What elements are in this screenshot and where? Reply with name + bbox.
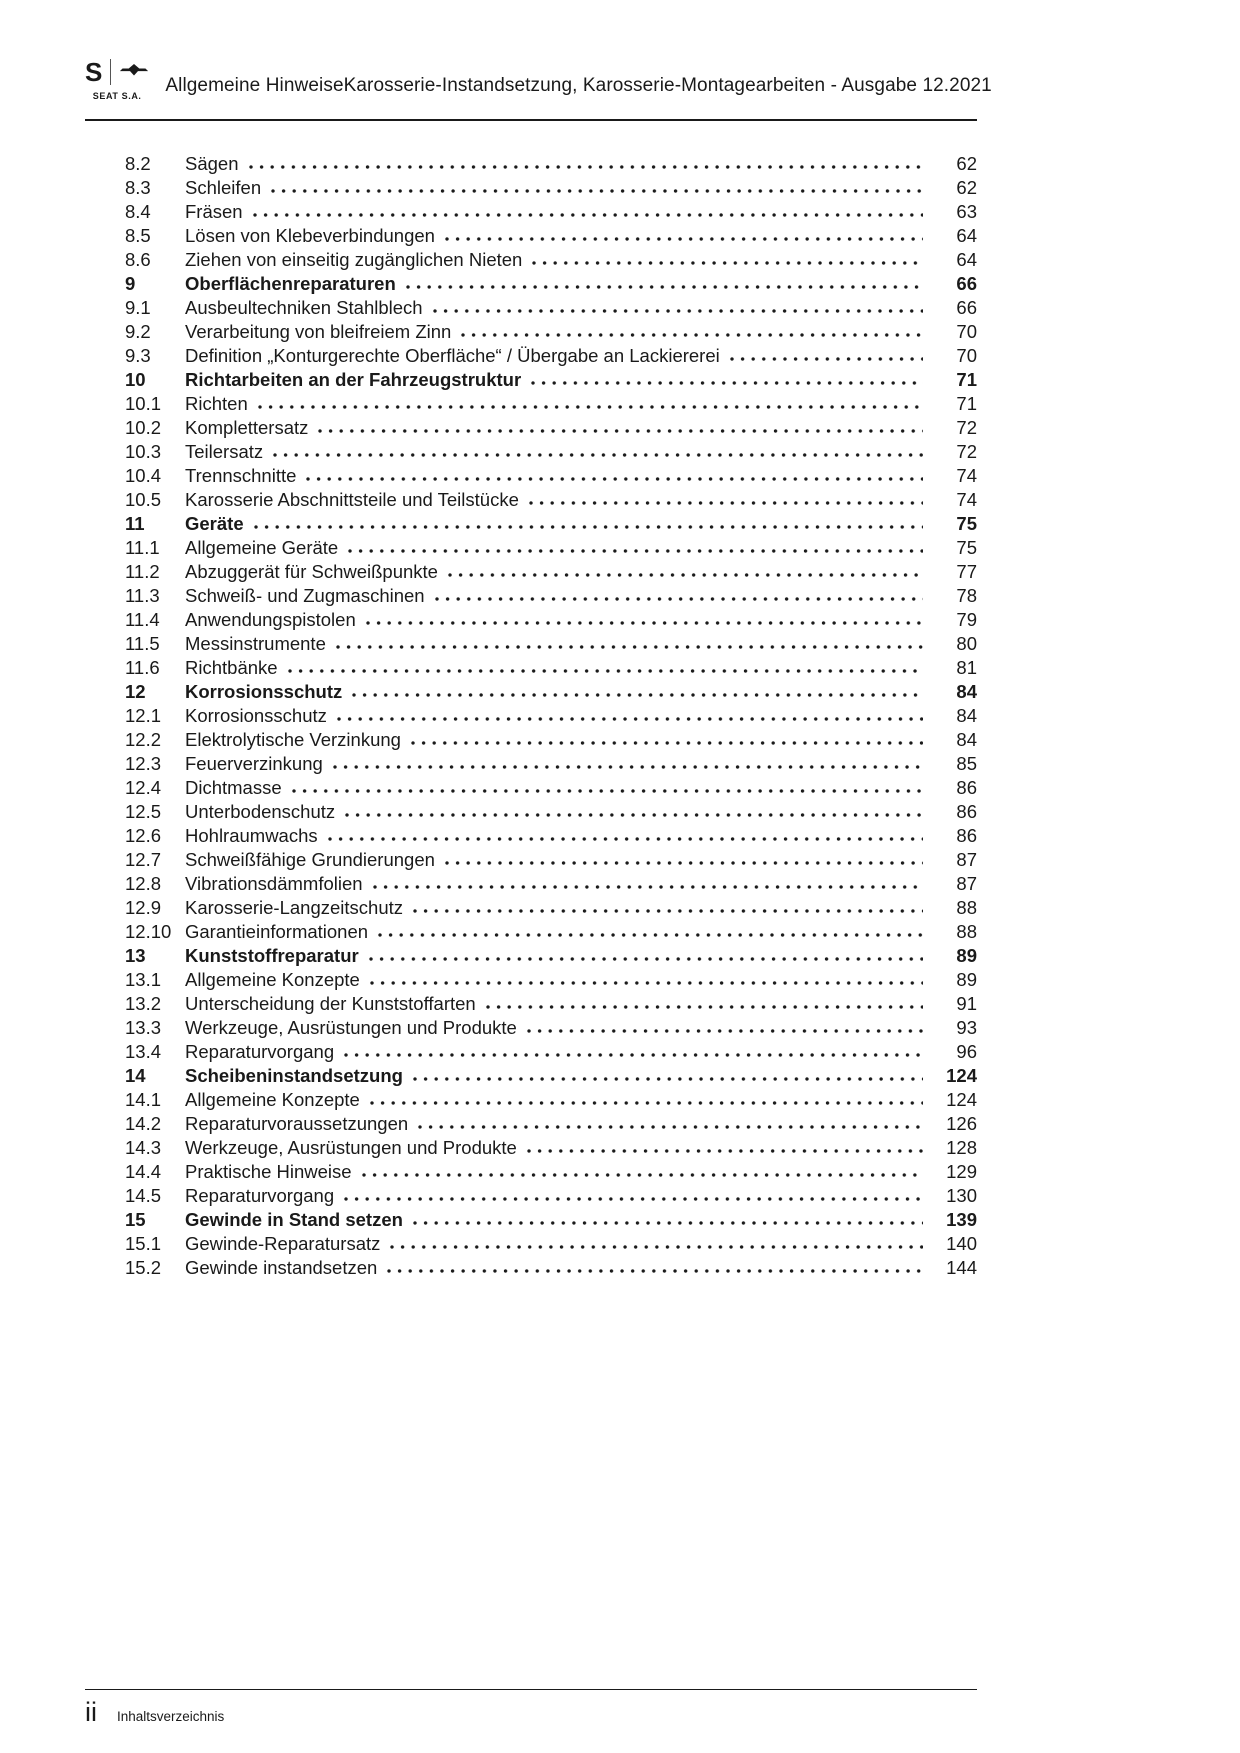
toc-entry-title: Werkzeuge, Ausrüstungen und Produkte	[185, 1137, 517, 1158]
toc-entry	[125, 536, 977, 560]
toc-entry-page: 75	[956, 537, 977, 558]
toc-entry	[125, 944, 977, 968]
toc-entry	[125, 1112, 977, 1136]
toc-entry-title: Komplettersatz	[185, 417, 309, 438]
toc-entry	[125, 1184, 977, 1208]
toc-entry-number: 13	[125, 945, 146, 966]
toc-entry-page: 88	[956, 921, 977, 942]
toc-entry-page: 70	[956, 321, 977, 342]
brand-block	[85, 56, 149, 101]
toc-entry-page: 140	[946, 1233, 977, 1254]
toc-leader-dots	[527, 492, 925, 506]
toc-entry-title: Vibrationsdämmfolien	[185, 873, 363, 894]
toc-entry-number: 11.4	[125, 609, 160, 630]
toc-leader-dots	[411, 1212, 925, 1226]
toc-entry-title: Werkzeuge, Ausrüstungen und Produkte	[185, 1017, 517, 1038]
toc-entry-number: 10.1	[125, 393, 162, 414]
toc-leader-dots	[376, 924, 925, 938]
toc-entry-title: Unterbodenschutz	[185, 801, 336, 822]
toc-entry-page: 71	[956, 369, 977, 390]
toc-entry-page: 62	[956, 153, 977, 174]
toc-entry-number: 9.3	[125, 345, 151, 366]
toc-leader-dots	[443, 852, 925, 866]
toc-entry-title: Lösen von Klebeverbindungen	[185, 225, 435, 246]
toc-entry-page: 88	[956, 897, 977, 918]
toc-leader-dots	[364, 612, 925, 626]
toc-entry-number: 14.3	[125, 1137, 162, 1158]
toc-leader-dots	[368, 972, 925, 986]
toc-entry	[125, 728, 977, 752]
toc-entry	[125, 968, 977, 992]
toc-entry-number: 12.9	[125, 897, 162, 918]
toc-entry-number: 14.5	[125, 1185, 162, 1206]
toc-leader-dots	[342, 1044, 925, 1058]
seat-logo-icon: S	[85, 57, 103, 87]
toc-entry	[125, 224, 977, 248]
toc-entry-number: 11.6	[125, 657, 160, 678]
toc-leader-dots	[360, 1164, 925, 1178]
toc-leader-dots	[247, 156, 926, 170]
toc-entry	[125, 848, 977, 872]
toc-leader-dots	[304, 468, 925, 482]
toc-leader-dots	[411, 1068, 925, 1082]
footer-page-number: ii	[85, 1697, 97, 1727]
toc-entry-title: Allgemeine Konzepte	[185, 1089, 360, 1110]
toc-entry	[125, 488, 977, 512]
toc-entry-page: 144	[946, 1257, 977, 1278]
toc-entry	[125, 1064, 977, 1088]
toc-entry-page: 78	[956, 585, 977, 606]
toc-entry	[125, 1136, 977, 1160]
toc-entry-title: Schleifen	[185, 177, 262, 198]
toc-entry-number: 8.5	[125, 225, 151, 246]
toc-entry-page: 87	[956, 873, 977, 894]
toc-entry	[125, 1232, 977, 1256]
toc-entry	[125, 896, 977, 920]
toc-entry	[125, 176, 977, 200]
toc-entry-title: Hohlraumwachs	[185, 825, 318, 846]
toc-entry-number: 15.1	[125, 1233, 162, 1254]
toc-leader-dots	[529, 372, 925, 386]
toc-leader-dots	[484, 996, 925, 1010]
toc-entry-number: 13.4	[125, 1041, 162, 1062]
toc-leader-dots	[342, 1188, 925, 1202]
toc-entry-number: 14.4	[125, 1161, 162, 1182]
toc-entry-title: Richtarbeiten an der Fahrzeugstruktur	[185, 369, 522, 390]
toc-leader-dots	[326, 828, 925, 842]
toc-entry	[125, 704, 977, 728]
toc-entry-number: 12.5	[125, 801, 162, 822]
toc-entry-title: Reparaturvorgang	[185, 1041, 335, 1062]
toc-entry-number: 13.2	[125, 993, 162, 1014]
toc-entry	[125, 296, 977, 320]
toc-entry	[125, 1016, 977, 1040]
toc-entry	[125, 248, 977, 272]
toc-leader-dots	[404, 276, 925, 290]
toc-entry	[125, 1256, 977, 1280]
toc-entry	[125, 464, 977, 488]
toc-entry-number: 9.1	[125, 297, 151, 318]
toc-leader-dots	[290, 780, 925, 794]
toc-entry	[125, 680, 977, 704]
toc-entry-number: 8.6	[125, 249, 151, 270]
toc-entry-number: 10.2	[125, 417, 162, 438]
toc-entry-title: Trennschnitte	[185, 465, 297, 486]
toc-entry-page: 96	[956, 1041, 977, 1062]
toc-entry-number: 12.10	[125, 921, 172, 942]
toc-entry-title: Oberflächenreparaturen	[185, 273, 396, 294]
toc-entry-page: 70	[956, 345, 977, 366]
toc-entry-number: 12.3	[125, 753, 162, 774]
toc-entry-number: 13.1	[125, 969, 162, 990]
toc-entry	[125, 1160, 977, 1184]
toc-leader-dots	[411, 900, 925, 914]
toc-entry-number: 13.3	[125, 1017, 162, 1038]
toc-leader-dots	[371, 876, 925, 890]
page-footer	[85, 1698, 224, 1728]
brand-name: SEAT S.A.	[92, 91, 142, 101]
toc-entry-number: 10.5	[125, 489, 162, 510]
toc-entry-number: 8.3	[125, 177, 151, 198]
toc-entry-title: Anwendungspistolen	[185, 609, 356, 630]
toc-entry	[125, 344, 977, 368]
toc-entry-title: Scheibeninstandsetzung	[185, 1065, 403, 1086]
toc-leader-dots	[530, 252, 925, 266]
toc-entry-page: 81	[956, 657, 977, 678]
toc-entry-title: Ziehen von einseitig zugänglichen Nieten	[185, 249, 523, 270]
toc-entry-page: 72	[956, 417, 977, 438]
toc-entry-number: 15.2	[125, 1257, 162, 1278]
toc-entry-page: 74	[956, 489, 977, 510]
toc-entry-number: 11.2	[125, 561, 160, 582]
toc-entry-page: 84	[956, 681, 977, 702]
toc-entry-page: 79	[956, 609, 977, 630]
footer-rule	[85, 1689, 977, 1690]
toc-entry-number: 11.3	[125, 585, 160, 606]
toc-entry-title: Ausbeultechniken Stahlblech	[185, 297, 423, 318]
toc-entry-page: 89	[956, 945, 977, 966]
toc-entry-number: 12.4	[125, 777, 162, 798]
toc-entry-page: 86	[956, 825, 977, 846]
toc-entry-page: 139	[946, 1209, 977, 1230]
header-rule	[85, 119, 977, 121]
toc-entry-page: 126	[946, 1113, 977, 1134]
toc-leader-dots	[331, 756, 925, 770]
toc-entry	[125, 872, 977, 896]
toc-entry-page: 86	[956, 777, 977, 798]
toc-entry-title: Feuerverzinkung	[185, 753, 323, 774]
toc-entry-page: 84	[956, 729, 977, 750]
toc-entry-number: 12.8	[125, 873, 162, 894]
toc-entry-page: 66	[956, 297, 977, 318]
toc-leader-dots	[269, 180, 925, 194]
toc-entry-title: Unterscheidung der Kunststoffarten	[185, 993, 476, 1014]
toc-entry-page: 84	[956, 705, 977, 726]
toc-entry-page: 91	[956, 993, 977, 1014]
toc-entry-page: 64	[956, 225, 977, 246]
toc-entry-title: Schweiß- und Zugmaschinen	[185, 585, 425, 606]
toc-entry	[125, 416, 977, 440]
toc-entry-page: 85	[956, 753, 977, 774]
toc-entry	[125, 512, 977, 536]
toc-entry-title: Sägen	[185, 153, 239, 174]
toc-entry-title: Messinstrumente	[185, 633, 326, 654]
toc-entry-title: Gewinde-Reparatursatz	[185, 1233, 381, 1254]
toc-entry-page: 87	[956, 849, 977, 870]
toc-entry	[125, 992, 977, 1016]
toc-entry-page: 62	[956, 177, 977, 198]
toc-entry-page: 72	[956, 441, 977, 462]
toc-entry-number: 12.1	[125, 705, 162, 726]
toc-entry-title: Schweißfähige Grundierungen	[185, 849, 435, 870]
cupra-logo-icon	[119, 62, 149, 82]
toc-entry	[125, 608, 977, 632]
toc-leader-dots	[368, 1092, 925, 1106]
toc-entry-page: 86	[956, 801, 977, 822]
toc-leader-dots	[459, 324, 925, 338]
toc-entry-number: 8.2	[125, 153, 151, 174]
toc-entry	[125, 752, 977, 776]
toc-entry-title: Teilersatz	[185, 441, 264, 462]
toc-entry-page: 129	[946, 1161, 977, 1182]
toc-entry-number: 14.1	[125, 1089, 162, 1110]
toc-entry-page: 124	[946, 1065, 977, 1086]
toc-leader-dots	[443, 228, 925, 242]
toc-entry	[125, 440, 977, 464]
toc-entry-page: 64	[956, 249, 977, 270]
toc-entry-number: 10	[125, 369, 146, 390]
toc-entry-title: Praktische Hinweise	[185, 1161, 352, 1182]
toc-entry	[125, 560, 977, 584]
toc-entry	[125, 656, 977, 680]
toc-entry-title: Karosserie Abschnittsteile und Teilstücke	[185, 489, 519, 510]
toc-entry	[125, 272, 977, 296]
toc-entry-number: 15	[125, 1209, 146, 1230]
toc-leader-dots	[251, 204, 925, 218]
toc-entry-number: 14.2	[125, 1113, 162, 1134]
toc-leader-dots	[346, 540, 925, 554]
toc-entry	[125, 632, 977, 656]
toc-entry-page: 63	[956, 201, 977, 222]
toc-entry-number: 8.4	[125, 201, 151, 222]
toc-leader-dots	[525, 1020, 925, 1034]
toc-leader-dots	[409, 732, 925, 746]
toc-entry-number: 12.2	[125, 729, 162, 750]
toc-entry-number: 9	[125, 273, 136, 294]
page-header	[85, 56, 992, 101]
toc-entry-title: Abzuggerät für Schweißpunkte	[185, 561, 438, 582]
toc-leader-dots	[446, 564, 925, 578]
toc-entry-title: Allgemeine Konzepte	[185, 969, 360, 990]
toc-entry-number: 11	[125, 513, 145, 534]
toc-entry-number: 12.7	[125, 849, 162, 870]
toc-leader-dots	[271, 444, 925, 458]
toc-entry-page: 75	[956, 513, 977, 534]
toc-entry-number: 10.4	[125, 465, 162, 486]
toc-leader-dots	[367, 948, 925, 962]
toc-entry-title: Reparaturvorgang	[185, 1185, 335, 1206]
toc-entry-page: 80	[956, 633, 977, 654]
toc-entry-number: 9.2	[125, 321, 151, 342]
toc-leader-dots	[343, 804, 925, 818]
toc-entry	[125, 776, 977, 800]
toc-entry	[125, 800, 977, 824]
toc-entry-page: 77	[956, 561, 977, 582]
toc-entry	[125, 824, 977, 848]
brand-logos	[85, 56, 149, 88]
toc-entry-number: 12.6	[125, 825, 162, 846]
toc-entry	[125, 584, 977, 608]
toc-entry-page: 128	[946, 1137, 977, 1158]
toc-entry	[125, 1088, 977, 1112]
toc-entry-title: Gewinde instandsetzen	[185, 1257, 378, 1278]
toc-entry	[125, 1040, 977, 1064]
toc-leader-dots	[728, 348, 925, 362]
toc-leader-dots	[388, 1236, 925, 1250]
toc-entry-page: 71	[956, 393, 977, 414]
footer-label: Inhaltsverzeichnis	[117, 1709, 225, 1724]
toc-entry	[125, 152, 977, 176]
toc-entry-number: 14	[125, 1065, 146, 1086]
toc-leader-dots	[385, 1260, 925, 1274]
toc-entry	[125, 1208, 977, 1232]
toc-entry-title: Reparaturvoraussetzungen	[185, 1113, 409, 1134]
toc-entry	[125, 392, 977, 416]
toc-entry-title: Elektrolytische Verzinkung	[185, 729, 401, 750]
toc-entry-page: 74	[956, 465, 977, 486]
toc-entry-page: 89	[956, 969, 977, 990]
logo-divider	[110, 59, 111, 85]
toc-entry-page: 66	[956, 273, 977, 294]
header-title: Allgemeine HinweiseKarosserie-Instandsetzung, Karosserie-Montagearbeiten - Ausgabe 12.2021	[165, 75, 992, 96]
toc-entry-title: Dichtmasse	[185, 777, 282, 798]
toc-leader-dots	[256, 396, 925, 410]
toc-leader-dots	[433, 588, 925, 602]
toc-entry-page: 130	[946, 1185, 977, 1206]
toc-entry-title: Korrosionsschutz	[185, 681, 343, 702]
toc-entry-title: Fräsen	[185, 201, 243, 222]
toc-entry-title: Korrosionsschutz	[185, 705, 327, 726]
toc-entry-title: Allgemeine Geräte	[185, 537, 339, 558]
toc-entry-number: 12	[125, 681, 146, 702]
toc-entry-title: Verarbeitung von bleifreiem Zinn	[185, 321, 452, 342]
toc-leader-dots	[431, 300, 925, 314]
toc-leader-dots	[334, 636, 925, 650]
toc-leader-dots	[316, 420, 925, 434]
toc-entry	[125, 320, 977, 344]
toc-entry-title: Richtbänke	[185, 657, 278, 678]
toc-leader-dots	[350, 684, 925, 698]
toc-entry-title: Gewinde in Stand setzen	[185, 1209, 403, 1230]
toc-entry-number: 11.1	[125, 537, 160, 558]
toc-entry-number: 10.3	[125, 441, 162, 462]
toc-leader-dots	[286, 660, 925, 674]
toc-leader-dots	[252, 516, 925, 530]
toc-entry-page: 124	[946, 1089, 977, 1110]
toc-leader-dots	[335, 708, 925, 722]
toc-entry-number: 11.5	[125, 633, 160, 654]
toc-entry-title: Karosserie-Langzeitschutz	[185, 897, 403, 918]
toc-entry-page: 93	[956, 1017, 977, 1038]
toc-entry-title: Kunststoffreparatur	[185, 945, 359, 966]
toc-entry	[125, 200, 977, 224]
toc-list	[125, 152, 977, 1280]
toc-entry-title: Garantieinformationen	[185, 921, 369, 942]
toc-entry-title: Richten	[185, 393, 248, 414]
toc-entry-title: Geräte	[185, 513, 244, 534]
toc-entry-title: Definition „Konturgerechte Oberfläche“ / Übergabe an Lackiererei	[185, 345, 720, 366]
toc-entry	[125, 368, 977, 392]
toc-entry	[125, 920, 977, 944]
toc-leader-dots	[525, 1140, 925, 1154]
toc-leader-dots	[416, 1116, 925, 1130]
